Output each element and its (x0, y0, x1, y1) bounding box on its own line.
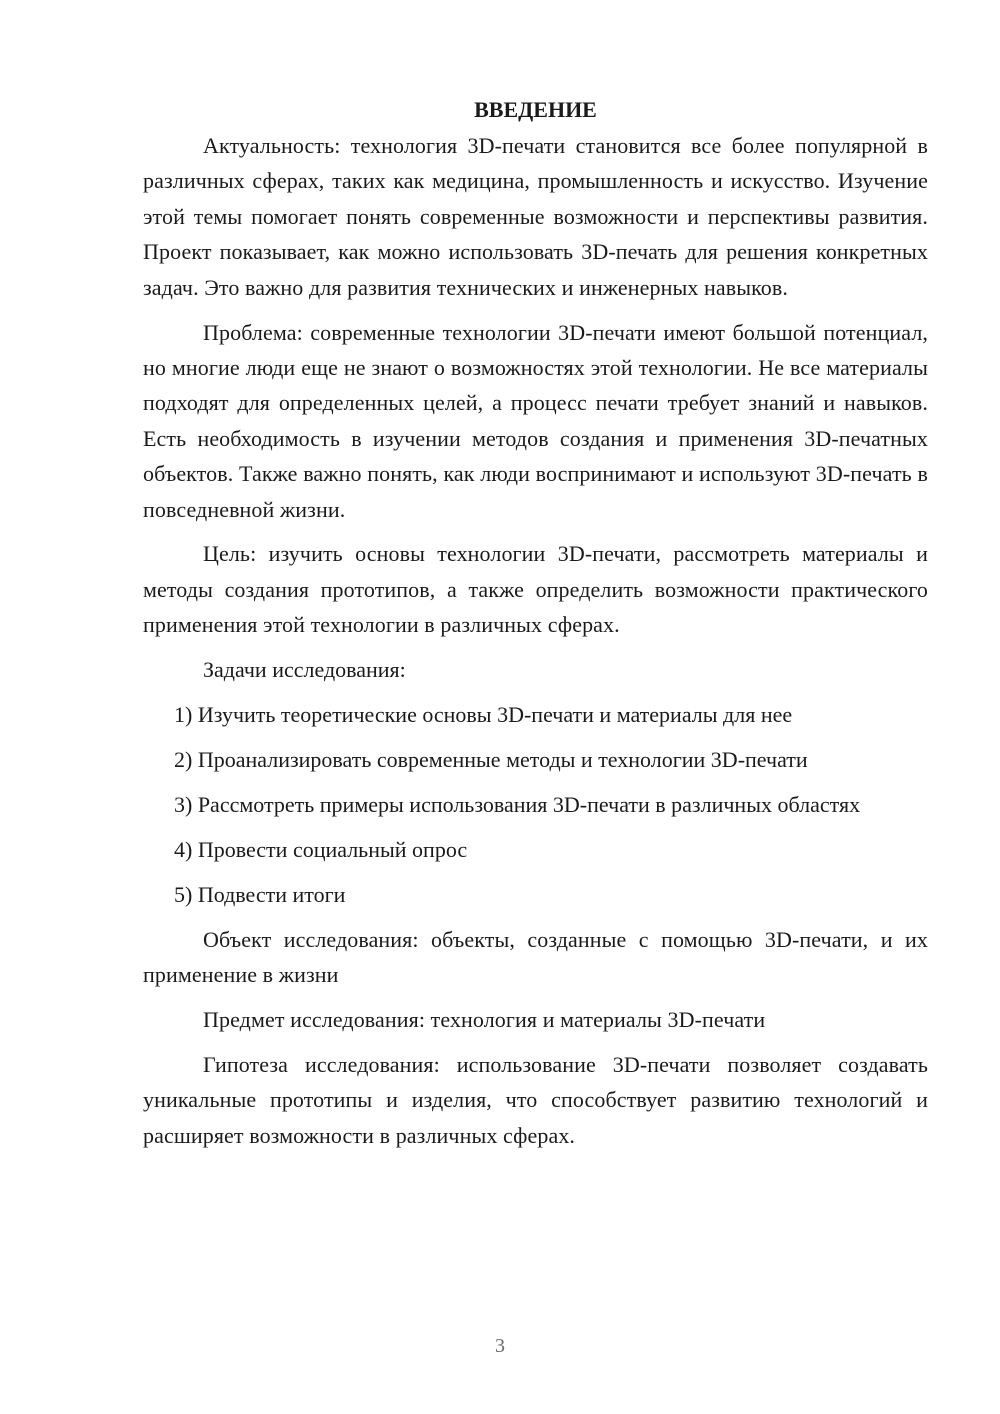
page-number: 3 (495, 1335, 505, 1357)
task-item-4: 4) Провести социальный опрос (174, 836, 468, 862)
task-item-5: 5) Подвести итоги (174, 881, 346, 907)
task-item-2: 2) Проанализировать современные методы и технологии 3D-печати (174, 747, 808, 772)
relevance-paragraph: Актуальность: технология 3D-печати становится все более популярной в различных сферах, таких как медицина, промышленность и искусство. Изучение этой темы помогает понять современные возможности и перспективы развития. Проект показывает, как можно использовать 3D-печать для решения конкретных задач. Это важно для развития технических и инженерных навыков. (143, 133, 928, 300)
document-page (143, 92, 928, 1153)
tasks-heading: Задачи исследования: (203, 657, 406, 683)
object-paragraph: Объект исследования: объекты, созданные с помощью 3D-печати, и их применение в жизни (143, 926, 928, 988)
goal-paragraph: Цель: изучить основы технологии 3D-печати, рассмотреть материалы и методы создания прототипов, а также определить возможности практического применения этой технологии в различных сферах. (143, 541, 928, 638)
task-item-3: 3) Рассмотреть примеры использования 3D-печати в различных областях (174, 791, 861, 817)
page-title: ВВЕДЕНИЕ (474, 97, 597, 122)
task-item-1: 1) Изучить теоретические основы 3D-печати и материалы для нее (174, 702, 793, 728)
hypothesis-paragraph: Гипотеза исследования: использование 3D-печати позволяет создавать уникальные прототипы и изделия, что способствует развитию технологий и расширяет возможности в различных сферах. (143, 1051, 928, 1148)
subject-paragraph: Предмет исследования: технология и материалы 3D-печати (203, 1006, 766, 1032)
problem-paragraph: Проблема: современные технологии 3D-печати имеют большой потенциал, но многие люди еще не знают о возможностях этой технологии. Не все материалы подходят для определенных целей, а процесс печати требует знаний и навыков. Есть необходимость в изучении методов создания и применения 3D-печатных объектов. Также важно понять, как люди воспринимают и используют 3D-печать в повседневной жизни. (143, 319, 928, 522)
